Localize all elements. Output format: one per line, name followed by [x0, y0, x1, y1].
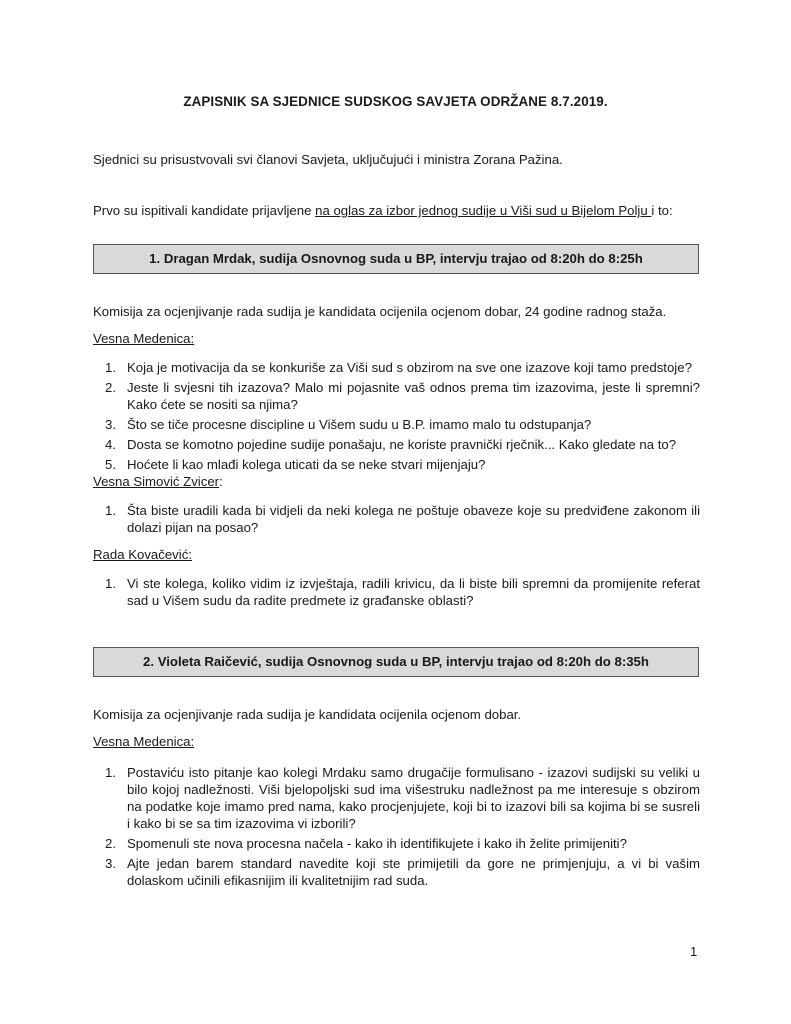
question-list	[93, 359, 700, 476]
question-text: Koja je motivacija da se konkuriše za Viši sud s obzirom na sve one izazove koji tamo predstoje?	[127, 360, 692, 375]
question-number: 3.	[105, 417, 116, 432]
question-item	[105, 764, 700, 832]
speaker-name: Vesna Simović Zvicer	[93, 474, 220, 489]
speaker-colon: :	[219, 474, 223, 489]
commission-assessment: Komisija za ocjenjivanje rada sudija je kandidata ocijenila ocjenom dobar, 24 godine radnog staža.	[93, 304, 667, 319]
question-item	[105, 379, 700, 413]
question-text: Spomenuli ste nova procesna načela - kako ih identifikujete i kako ih želite primijeniti?	[127, 836, 627, 851]
speaker-name: Rada Kovačević:	[93, 547, 192, 562]
attendance-paragraph: Sjednici su prisustvovali svi članovi Savjeta, uključujući i ministra Zorana Pažina.	[93, 152, 563, 167]
question-item	[105, 835, 700, 852]
question-text: Dosta se komotno pojedine sudije ponašaju, ne koriste pravnički rječnik... Kako gledate na to?	[127, 437, 677, 452]
question-text: Ajte jedan barem standard navedite koji ste primijetili da gore ne primjenjuju, a vi bi vašim dolaskom učinili efikasnijim ili kvalitetnijim rad suda.	[127, 856, 700, 888]
question-item	[105, 855, 700, 889]
question-item	[105, 416, 700, 433]
question-item	[105, 456, 700, 473]
speaker-name: Vesna Medenica:	[93, 734, 195, 749]
job-posting-reference: na oglas za izbor jednog sudije u Viši sud u Bijelom Polju	[315, 203, 652, 218]
commission-assessment: Komisija za ocjenjivanje rada sudija je kandidata ocijenila ocjenom dobar.	[93, 707, 522, 722]
question-number: 2.	[105, 836, 116, 851]
question-list	[93, 502, 700, 539]
question-text: Jeste li svjesni tih izazova? Malo mi pojasnite vaš odnos prema tim izazovima, jeste li spremni? Kako ćete se nositi sa njima?	[127, 380, 700, 412]
question-list	[93, 575, 700, 612]
document-title: ZAPISNIK SA SJEDNICE SUDSKOG SAVJETA ODRŽANE 8.7.2019.	[183, 94, 608, 109]
page-number: 1	[690, 944, 698, 959]
candidate-header: 1. Dragan Mrdak, sudija Osnovnog suda u BP, intervju trajao od 8:20h do 8:25h	[93, 244, 699, 274]
speaker-name-wrapper	[93, 474, 223, 489]
question-text: Što se tiče procesne discipline u Višem sudu u B.P. imamo malo tu odstupanja?	[127, 417, 592, 432]
question-number: 1.	[105, 360, 116, 375]
question-item	[105, 575, 700, 609]
question-number: 1.	[105, 576, 116, 591]
intro-text-end: i to:	[651, 203, 673, 218]
intro-text: Prvo su ispitivali kandidate prijavljene	[93, 203, 316, 218]
question-text: Vi ste kolega, koliko vidim iz izvještaja, radili krivicu, da li biste bili spremni da promijenite referat sad u Višem sudu da radite predmete iz građanske oblasti?	[127, 576, 700, 608]
candidates-intro	[93, 202, 703, 219]
question-text: Šta biste uradili kada bi vidjeli da neki kolega ne poštuje obaveze koje su predviđene zakonom ili dolazi pijan na posao?	[127, 503, 700, 535]
question-number: 4.	[105, 437, 116, 452]
question-item	[105, 502, 700, 536]
question-item	[105, 436, 700, 453]
speaker-name: Vesna Medenica:	[93, 331, 195, 346]
question-list	[93, 764, 700, 892]
candidate-header: 2. Violeta Raičević, sudija Osnovnog suda u BP, intervju trajao od 8:20h do 8:35h	[93, 647, 699, 677]
question-number: 1.	[105, 503, 116, 518]
question-text: Postaviću isto pitanje kao kolegi Mrdaku samo drugačije formulisano - izazovi sudijski su veliki u bilo kojoj nadležnosti. Viši bjelopoljski sud ima višestruku nadležnost pa me interesuje s obzirom na podatke koje imamo pred nama, kako procjenjujete, koji bi to izazovi bili sa kojima bi se susreli i kako bi se sa tim izazovima vi izborili?	[127, 765, 700, 831]
question-number: 5.	[105, 457, 116, 472]
question-number: 3.	[105, 856, 116, 871]
question-number: 2.	[105, 380, 116, 395]
question-item	[105, 359, 700, 376]
question-text: Hoćete li kao mlađi kolega uticati da se neke stvari mijenjaju?	[127, 457, 486, 472]
question-number: 1.	[105, 765, 116, 780]
